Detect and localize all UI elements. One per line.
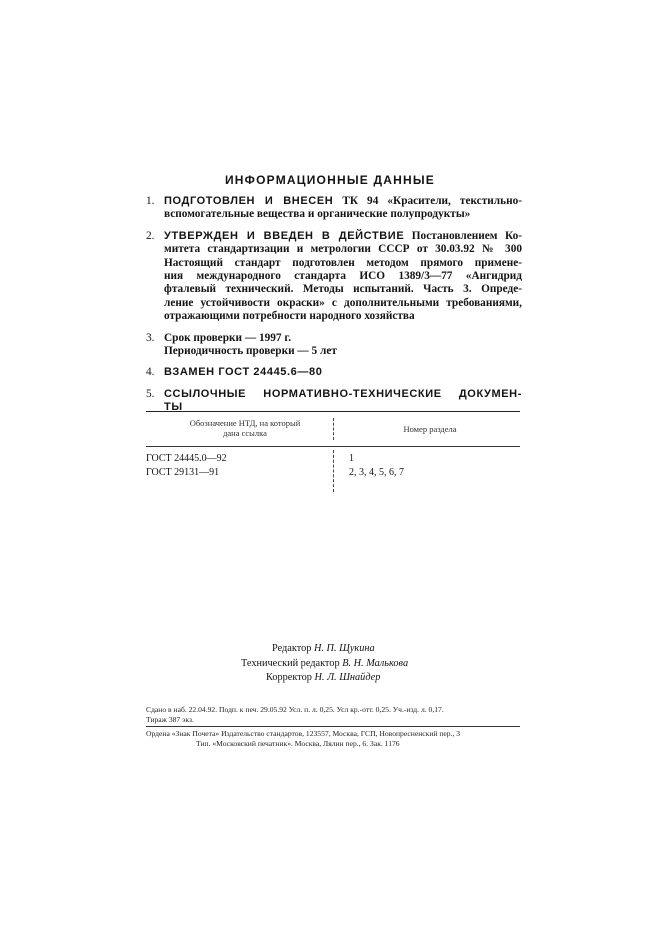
item-lead: ТЫ [164, 401, 183, 414]
imprint-line: Сдано в наб. 22.04.92. Подп. к печ. 29.05.92 Усл. п. л. 0,25. Усл кр.-отт. 0,25. Уч.-изд. л. 0,17. [146, 705, 444, 714]
item-number: 2. [146, 229, 155, 242]
printing-info [146, 729, 520, 748]
item-line [164, 230, 522, 243]
table-cell-section: 2, 3, 4, 5, 6, 7 [349, 467, 404, 478]
credit-name: Н. П. Щукина [313, 643, 375, 654]
table-header-doc [160, 418, 330, 438]
credit-proofreader [230, 671, 460, 686]
item-lead: ССЫЛОЧНЫЕ НОРМАТИВНО-ТЕХНИЧЕСКИЕ ДОКУМЕН- [164, 387, 522, 400]
list-item [146, 195, 522, 222]
credit-editor [230, 642, 460, 657]
list-item [146, 230, 522, 324]
imprint-line: Тираж 387 экз. [146, 714, 194, 724]
item-lead: ПОДГОТОВЛЕН И ВНЕСЕН [164, 195, 334, 207]
page-title: ИНФОРМАЦИОННЫЕ ДАННЫЕ [224, 173, 436, 187]
item-text: фталевый технический. Методы испытаний. Часть 3. Опреде- [164, 283, 522, 296]
table-cell-doc: ГОСТ 29131—91 [146, 467, 220, 478]
table-cell-doc: ГОСТ 24445.0—92 [146, 453, 227, 464]
item-text: ТК 94 «Красители, текстильно- [333, 195, 522, 207]
item-text: вспомогательные вещества и органические полупродукты» [164, 208, 471, 221]
item-text: митета стандартизации и метрологии СССР от 30.03.92 № 300 [164, 243, 522, 256]
item-lead: УТВЕРЖДЕН И ВВЕДЕН В ДЕЙСТВИЕ [164, 229, 405, 242]
credit-role: Редактор [272, 643, 312, 654]
table-top-rule [146, 411, 520, 412]
item-line [164, 195, 522, 208]
credit-role: Технический редактор [241, 657, 340, 669]
item-lead: ВЗАМЕН ГОСТ 24445.6—80 [164, 366, 323, 379]
table-divider [333, 418, 334, 440]
credits-block [230, 642, 460, 686]
printing-line: Тип. «Московский печатник». Москва, Лялин пер., 6. Зак. 1176 [196, 738, 400, 748]
credit-role: Корректор [266, 672, 312, 683]
item-number: 1. [146, 195, 155, 207]
info-list [146, 195, 522, 423]
printing-line: Ордена «Знак Почета» Издательство стандартов, 123557, Москва, ГСП, Новопресненский пер., 3 [146, 729, 461, 738]
item-text: ния международного стандарта ИСО 1389/3—77 «Ангидрид [164, 270, 522, 283]
item-number: 3. [146, 331, 155, 344]
list-item [146, 332, 522, 359]
credit-name: Н. Л. Шнайдер [314, 672, 381, 683]
table-header-doc-line2: дана ссылка [223, 428, 267, 438]
credit-tech-editor [230, 657, 460, 672]
list-item [146, 366, 522, 379]
table-header-rule [146, 446, 520, 447]
item-number: 5. [146, 387, 155, 400]
credit-name: В. Н. Малькова [342, 657, 409, 669]
table-header-section: Номер раздела [403, 424, 457, 434]
table-header-doc-line1: Обозначение НТД, на который [189, 418, 301, 428]
table-row [146, 467, 520, 481]
imprint [146, 705, 520, 724]
item-text: Срок проверки — 1997 г. [164, 331, 292, 344]
table-row [146, 453, 520, 467]
item-text: отражающими потребности народного хозяйства [164, 310, 415, 323]
table-cell-section: 1 [349, 453, 354, 464]
item-text: Периодичность проверки — 5 лет [164, 345, 337, 358]
item-text: Постановлением Ко- [404, 229, 522, 242]
item-text: Настоящий стандарт подготовлен методом прямого примене- [164, 256, 522, 269]
imprint-rule [146, 726, 520, 727]
item-number: 4. [146, 366, 155, 379]
item-text: ление устойчивости окраски» с дополнительными требованиями, [164, 296, 522, 309]
